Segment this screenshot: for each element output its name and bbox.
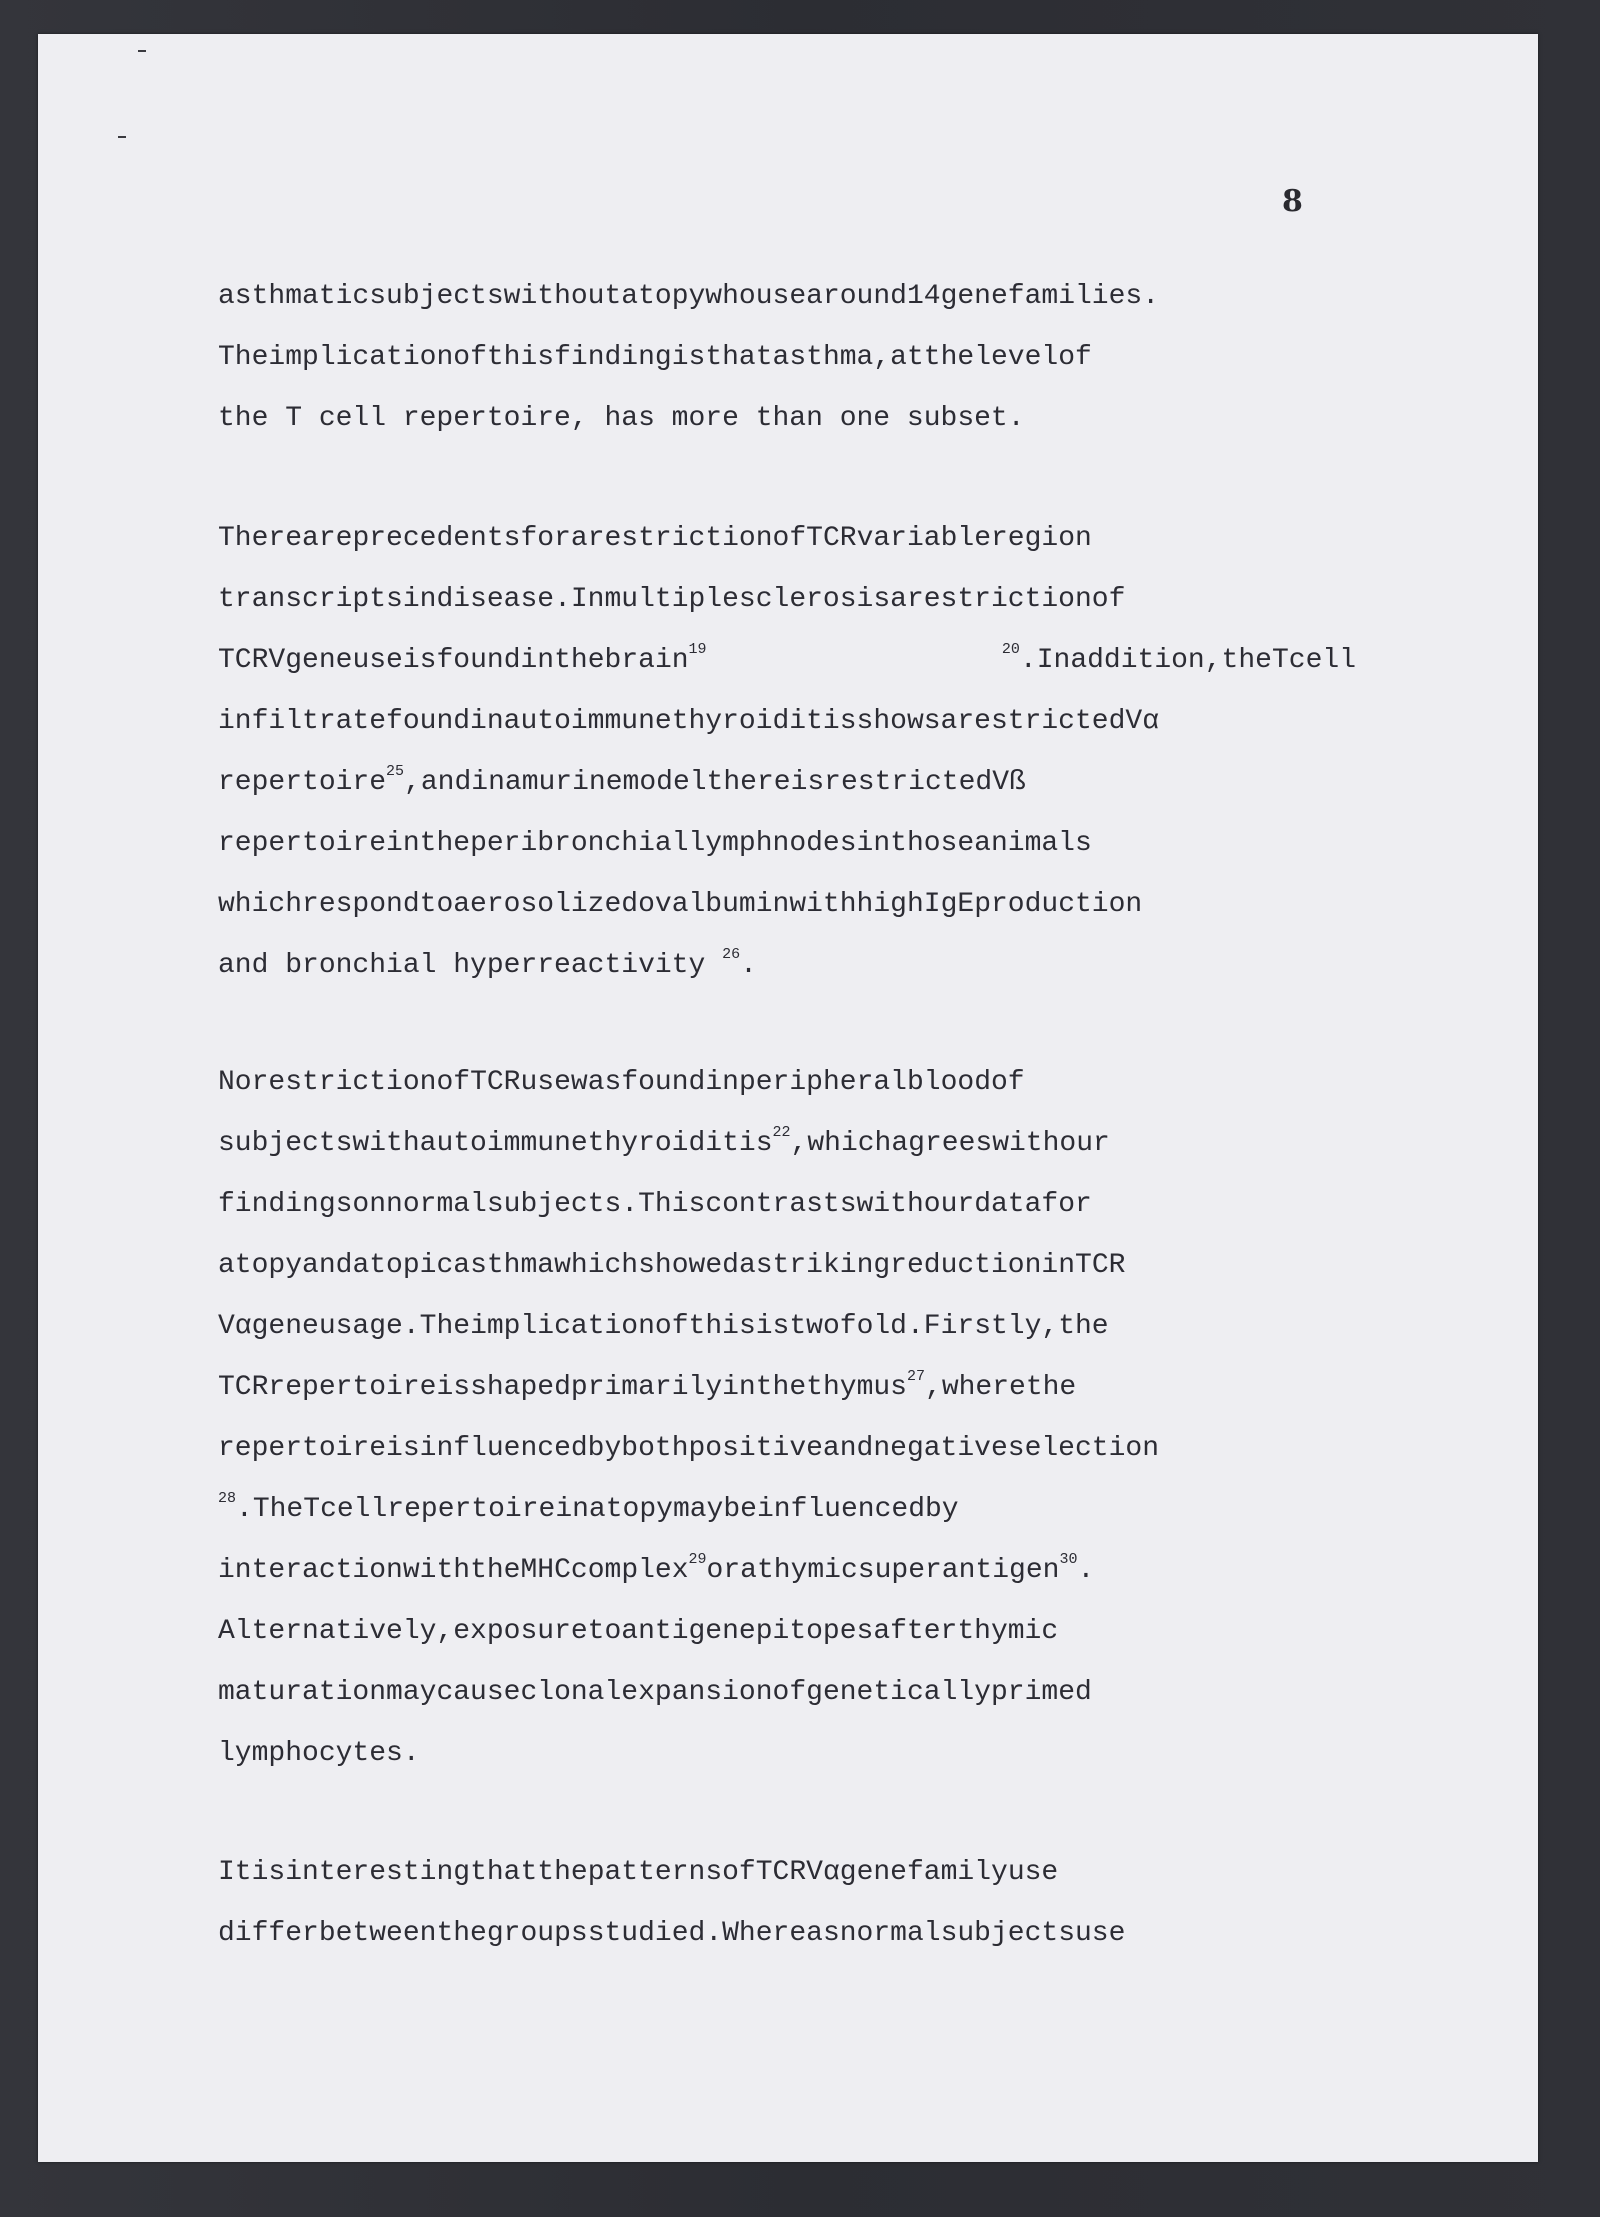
word: peripheral [738,1067,907,1098]
citation-ref: 19 20 [688,641,1020,658]
word: Vα [1125,706,1159,737]
word: the [1058,1311,1109,1342]
word: the [554,645,605,676]
text-line [218,1418,1356,1479]
word: cell [320,1494,388,1525]
word: autoimmune [503,706,672,737]
word: and [822,1433,874,1464]
word: restricted [957,706,1126,737]
word: the [1025,1372,1077,1403]
citation-ref: 28 [218,1490,237,1507]
text-line [218,1601,1356,1662]
word: The [419,1311,471,1342]
word: cell [1288,645,1356,676]
word: may [386,1677,437,1708]
word: of [654,1311,689,1342]
word: $^{30}$. [1059,1551,1095,1586]
text-line [218,1113,1356,1174]
word: the [755,1372,807,1403]
word: is [755,1311,790,1342]
word: repertoire [268,1372,437,1403]
word: patterns [587,1857,723,1888]
word: Firstly, [923,1311,1059,1342]
word: in [520,645,555,676]
word: which [554,1250,639,1281]
word: that [470,1857,538,1888]
word: in [402,584,437,615]
text-line [218,874,1356,935]
word: TCR [806,523,857,554]
word: TCR [218,1372,269,1403]
word: showed [638,1250,739,1281]
word: groups [486,1918,588,1949]
word: is [402,645,437,676]
text-line [218,935,1356,996]
word: our [923,1189,975,1220]
page-mark [138,50,146,52]
word: the [1221,645,1272,676]
text-line [218,266,1356,327]
word: subjects. [486,1189,639,1220]
text-line [218,630,1356,691]
word: genetically [806,1677,991,1708]
word: data [974,1189,1042,1220]
word: in [705,1067,739,1098]
word: subjects [218,1128,353,1159]
word: variable [856,523,991,554]
word: of [453,342,487,373]
word: restriction [251,1067,437,1098]
word: blood [906,1067,991,1098]
word: on [352,1189,387,1220]
word: nodes [772,828,857,859]
word: and [420,767,472,798]
word: a [940,706,958,737]
word: aerosolized [453,889,639,920]
word: atopic [352,1250,454,1281]
word: Vα [806,1857,840,1888]
word: expansion [621,1677,773,1708]
word: influenced [756,1494,925,1525]
word: agrees [891,1128,993,1159]
word: sclerosis [738,584,891,615]
word: production [974,889,1143,920]
word: this [688,1311,756,1342]
word: lymph [688,828,773,859]
word: in [471,767,505,798]
word: in [1041,1250,1076,1281]
word: implication [268,342,454,373]
word: In [570,584,605,615]
word: to [587,1616,622,1647]
word: a [740,1555,757,1586]
word: It [218,1857,252,1888]
word: thymus [806,1372,907,1403]
word: cause [436,1677,521,1708]
word: is [386,1433,420,1464]
word: complex [570,1555,689,1586]
word: both [621,1433,689,1464]
word: between [318,1918,437,1949]
word: gene [251,1311,319,1342]
word: use [1007,1857,1059,1888]
word: ovalbumin [638,889,790,920]
word: there [706,767,791,798]
word: negative [873,1433,1008,1464]
word: TCR [470,1067,521,1098]
word: of [772,1677,807,1708]
text-line [218,752,1356,813]
word: 14 [906,281,941,312]
word: to [419,889,454,920]
word: T [1271,645,1289,676]
word: the [923,342,975,373]
word: a [570,523,588,554]
word: atopy [218,1250,303,1281]
text-line [218,1052,1356,1113]
text-segment: and bronchial hyperreactivity [218,950,706,981]
text-line [218,1296,1356,1357]
word: implication [470,1311,655,1342]
word: by [925,1494,959,1525]
word: and [302,1250,353,1281]
word: the [537,1857,588,1888]
word: disease. [436,584,571,615]
word: family [906,1857,1008,1888]
word: differ [218,1918,319,1949]
text-line [218,813,1356,874]
word: $^{19 20}$. [688,641,1037,676]
word: normal [839,1918,941,1949]
text-line [218,327,1356,388]
word: use [1075,1918,1126,1949]
word: primarily [570,1372,723,1403]
word: brain [604,645,689,676]
word: autoimmune [419,1128,588,1159]
word: shows [856,706,941,737]
word: T [303,1494,321,1525]
word: in [722,1372,756,1403]
word: in [386,828,420,859]
word: atopy [588,1494,673,1525]
word: normal [386,1189,487,1220]
word: who [705,281,756,312]
word: precedents [352,523,521,554]
word: finding [554,342,672,373]
word: repertoire [387,1494,556,1525]
word: which [218,889,303,920]
word: high [856,889,924,920]
word: In [1036,645,1071,676]
text-line [218,1662,1356,1723]
word: is [671,342,706,373]
word: those [890,828,975,859]
word: infiltrate [218,706,387,737]
word: asthmatic [218,281,370,312]
word: after [873,1616,958,1647]
paragraph-1 [218,266,1356,449]
word [688,1551,707,1586]
word: with [856,1189,924,1220]
citation-ref: 26 [722,946,741,963]
word: where [941,1372,1026,1403]
word: usage. [318,1311,420,1342]
word: thyroiditis [671,706,857,737]
citation-ref: 27 [906,1368,925,1385]
word: a [738,1250,756,1281]
word: by [587,1433,622,1464]
word: restriction [587,523,773,554]
paragraph-4 [218,1842,1356,1964]
word: found [621,1067,706,1098]
word: twofold. [789,1311,924,1342]
word: atopy [621,281,706,312]
word: There [218,523,303,554]
text-line [218,1842,1356,1903]
word: striking [755,1250,891,1281]
word: of [1091,584,1126,615]
word: studied. [587,1918,723,1949]
word: No [218,1067,252,1098]
word: in [856,828,891,859]
citation-ref: 29 [688,1551,707,1568]
word: thymic [756,1555,858,1586]
text-line [218,1235,1356,1296]
word: without [503,281,622,312]
text-line [218,508,1356,569]
word: restriction [906,584,1092,615]
word: superantigen [857,1555,1060,1586]
word: the [419,828,471,859]
word: our [1059,1128,1110,1159]
word: exposure [453,1616,588,1647]
word: found [436,645,521,676]
word: $^{25}$, [386,763,421,798]
word: is [790,767,825,798]
word: use [755,281,807,312]
word: may [672,1494,724,1525]
word: families. [1007,281,1160,312]
page-number: 8 [1282,184,1304,219]
word: in [555,1494,589,1525]
word: use [520,1067,571,1098]
word: a [504,767,522,798]
text-line [218,1540,1356,1601]
word: a [890,584,907,615]
word: TCR [755,1857,807,1888]
word: The [252,1494,304,1525]
word: clonal [520,1677,622,1708]
word: multiple [604,584,739,615]
word: influenced [419,1433,588,1464]
word: are [302,523,353,554]
word: region [991,523,1092,554]
word: animals [974,828,1092,859]
word: of [722,1857,756,1888]
word: the [436,1918,487,1949]
text-line [218,1174,1356,1235]
word: is [436,1372,471,1403]
citation-ref: 22 [772,1124,791,1141]
word: reduction [890,1250,1042,1281]
word: with [992,1128,1060,1159]
word: subjects [369,281,504,312]
word: Vß [992,767,1026,798]
citation-ref: 25 [386,763,405,780]
word: Whereas [722,1918,840,1949]
word: transcripts [218,584,403,615]
text-line: the T cell repertoire, has more than one subset. [218,403,1025,434]
word: Alternatively, [218,1616,454,1647]
word: at [890,342,924,373]
word: of [991,1067,1025,1098]
word: findings [218,1189,353,1220]
citation-ref: 30 [1059,1551,1078,1568]
word: maturation [218,1677,387,1708]
word: $^{22}$, [772,1124,808,1159]
word: $^{28}$. [218,1490,253,1525]
word: repertoire [218,767,387,798]
word: gene [940,281,1008,312]
word: with [402,1555,471,1586]
word: or [706,1555,741,1586]
word: epitopes [738,1616,874,1647]
word: thyroiditis [587,1128,773,1159]
word: interaction [218,1555,403,1586]
word: with [352,1128,420,1159]
word: in [470,706,504,737]
word: murine [521,767,623,798]
text-line [218,1357,1356,1418]
word: level [974,342,1059,373]
word: around [806,281,907,312]
word: gene [839,1857,907,1888]
word: interesting [285,1857,471,1888]
word: repertoire [218,828,387,859]
word: use [352,645,403,676]
word: subjects [940,1918,1075,1949]
word: contrasts [705,1189,857,1220]
word: be [723,1494,757,1525]
paragraph-2 [218,508,1356,996]
word: that [705,342,773,373]
word: repertoire [218,1433,387,1464]
word: TCR [1075,1250,1126,1281]
word: of [772,523,807,554]
word: IgE [923,889,975,920]
word: which [807,1128,892,1159]
word: restricted [824,767,993,798]
text-line [218,691,1356,752]
word: $^{27}$, [906,1368,942,1403]
word: model [622,767,707,798]
word: found [386,706,471,737]
word: asthma, [772,342,891,373]
word: antigen [621,1616,739,1647]
word: of [1058,342,1092,373]
word: for [1041,1189,1092,1220]
word: gene [285,645,353,676]
word: V [268,645,286,676]
word: was [570,1067,622,1098]
word: thymic [957,1616,1059,1647]
word: for [520,523,571,554]
word: with [789,889,857,920]
word: is [251,1857,286,1888]
paragraph-3 [218,1052,1356,1784]
word: this [486,342,555,373]
word: The [218,342,269,373]
word: positive [688,1433,823,1464]
page-mark [118,136,126,138]
text-line [218,1479,1356,1540]
word: TCR [218,645,269,676]
text-segment: . [740,950,757,981]
word: primed [990,1677,1092,1708]
word: Vα [218,1311,252,1342]
text-line [218,569,1356,630]
word: selection [1007,1433,1159,1464]
word: MHC [520,1555,571,1586]
word: addition, [1070,645,1222,676]
word: shaped [470,1372,571,1403]
word: the [470,1555,521,1586]
word: This [638,1189,706,1220]
word: of [436,1067,471,1098]
word: respond [302,889,420,920]
text-line: lymphocytes. [218,1738,420,1769]
word: peribronchial [470,828,689,859]
text-line [218,1903,1356,1964]
word: asthma [453,1250,555,1281]
